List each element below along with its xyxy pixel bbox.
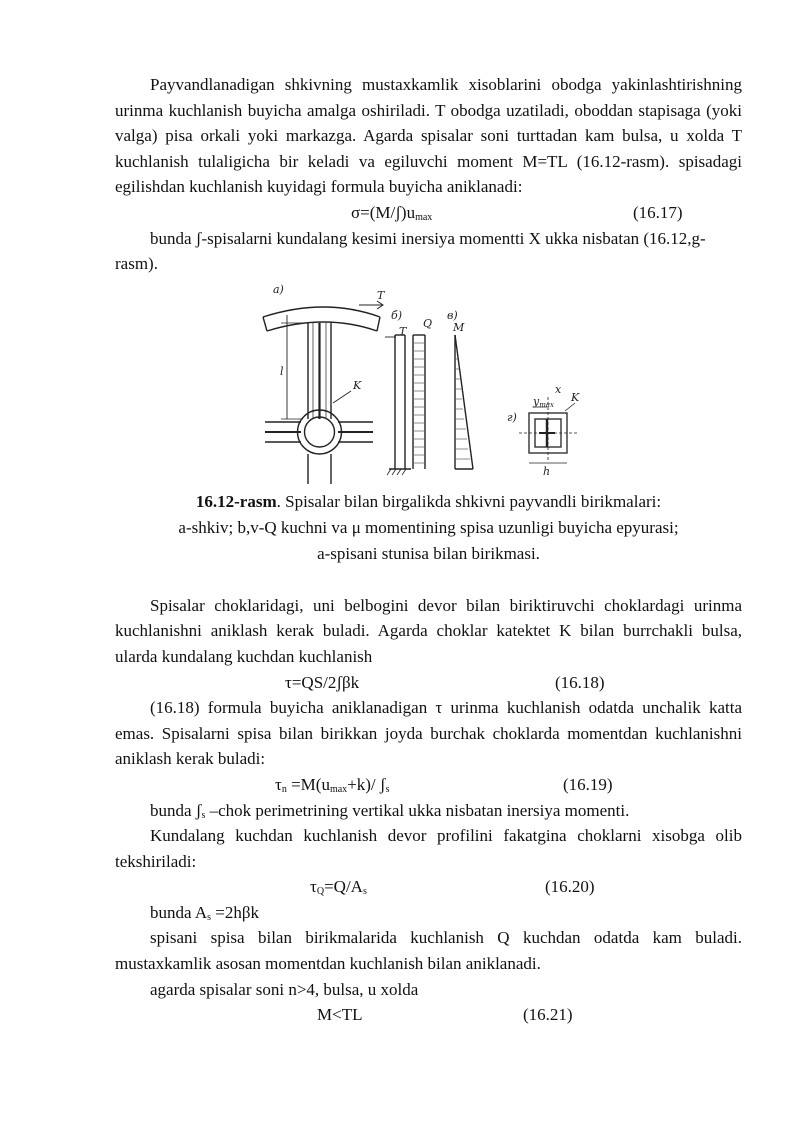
label-t1: T	[377, 288, 385, 302]
caption-line-2: a-shkiv; b,v-Q kuchni va μ momentining spisa uzunligi buyicha epyurasi;	[178, 517, 679, 537]
rim-outer-arc	[263, 307, 380, 317]
q-hatching	[414, 343, 424, 463]
formula-number-16-19: (16.19)	[563, 774, 613, 794]
equation-16-21	[115, 1002, 742, 1028]
equation-16-18	[115, 670, 742, 696]
paragraph-shear: (16.18) formula buyicha aniklanadigan τ urinma kuchlanish odatda unchalik katta emas. Spisalarni spisa bilan birikkan joyda burchak choklarda momentdan kuchlanishni aniklash kerak buladi:	[115, 698, 742, 769]
label-k1: K	[353, 378, 362, 392]
formula-16-20: $\tau_Q=Q/A_s$	[310, 877, 367, 898]
caption-line-1: 16.12-rasm. Spisalar bilan birgalikda shkivni payvandli birikmalari:	[195, 491, 662, 511]
paragraph-inertia: bunda ʃ-spisalarni kundalang kesimi inersiya momentti X ukka nisbatan (16.12,g- rasm).	[115, 228, 706, 274]
label-h: h	[543, 464, 551, 478]
formula-16-21: M<TL	[317, 1005, 363, 1025]
label-a: a)	[273, 282, 284, 296]
paragraph-perimeter: bunda ʃ$_s$ –chok perimetrining vertikal ukka nisbatan inersiya momenti.	[150, 800, 630, 821]
label-ymax: ymax	[533, 394, 554, 409]
label-l: l	[280, 364, 284, 378]
equation-16-20	[115, 874, 742, 900]
paragraph-welds: Spisalar choklaridagi, uni belbogini devor bilan biriktiruvchi choklardagi urinma kuchlanishni aniklash kerak buladi. Agarda choklar katektet K bilan burrchakli bulsa, ularda kundalang kuchdan kuchlanish	[115, 595, 742, 666]
figure-16-12	[115, 279, 742, 489]
caption-title: 16.12-rasm	[195, 491, 277, 511]
equation-16-17	[115, 200, 742, 226]
caption-line-3: a-spisani stunisa bilan birikmasi.	[317, 543, 540, 563]
formula-16-17: $\sigma=(M/ʃ)u_{max}$	[351, 202, 433, 223]
paragraph-transverse: Kundalang kuchdan kuchlanish devor profilini fakatgina choklarni xisobga olib tekshiriladi:	[115, 826, 742, 871]
paragraph-intro	[115, 72, 742, 200]
equation-16-19	[115, 772, 742, 798]
label-x: x	[555, 382, 562, 396]
paragraph-condition: agarda spisalar soni n>4, bulsa, u xolda	[150, 979, 419, 999]
formula-number-16-20: (16.20)	[545, 877, 595, 897]
label-k2: K	[571, 390, 580, 404]
label-m: M	[453, 320, 465, 334]
formula-number-16-21: (16.21)	[523, 1005, 573, 1025]
paragraph-intro-text: Payvandlanadigan shkivning mustaxkamlik xisoblarini obodga yakinlashtirishning urinma kuchlanish buyicha amalga oshiriladi. T obodga uzatiladi, oboddan stapisaga (yoki valga) pisa orkali yoki markazga. Agarda spisalar soni turttadan kam bulsa, u xolda T kuchlanish tulaligicha bir keladi va egiluvchi moment M=TL (16.12-rasm). spisadagi egilishdan kuchlanish kuyidagi formula buyicha aniklanadi:	[115, 75, 742, 197]
paragraph-area: bunda $A_s =2h\beta k$	[150, 902, 260, 923]
paragraph-strength: spisani spisa bilan birikmalarida kuchlanish Q kuchdan odatda kam buladi. mustaxkamlik asosan momentdan kuchlanish bilan aniklanadi.	[115, 928, 742, 974]
document-page	[115, 72, 742, 1028]
formula-16-18: τ=QS/2ʃβk	[285, 672, 360, 692]
label-b: б)	[391, 308, 403, 322]
label-q: Q	[423, 316, 433, 330]
label-t2: T	[399, 324, 407, 338]
figure-caption	[115, 489, 742, 567]
label-g: г)	[507, 410, 517, 424]
formula-number-16-18: (16.18)	[555, 672, 605, 692]
label-v: в)	[447, 308, 458, 322]
formula-number-16-17: (16.17)	[633, 202, 683, 222]
formula-16-19: $\tau_n =M(u_{max}+k)/$ ʃ$_s$	[275, 774, 390, 795]
figure-drawing	[115, 279, 742, 489]
